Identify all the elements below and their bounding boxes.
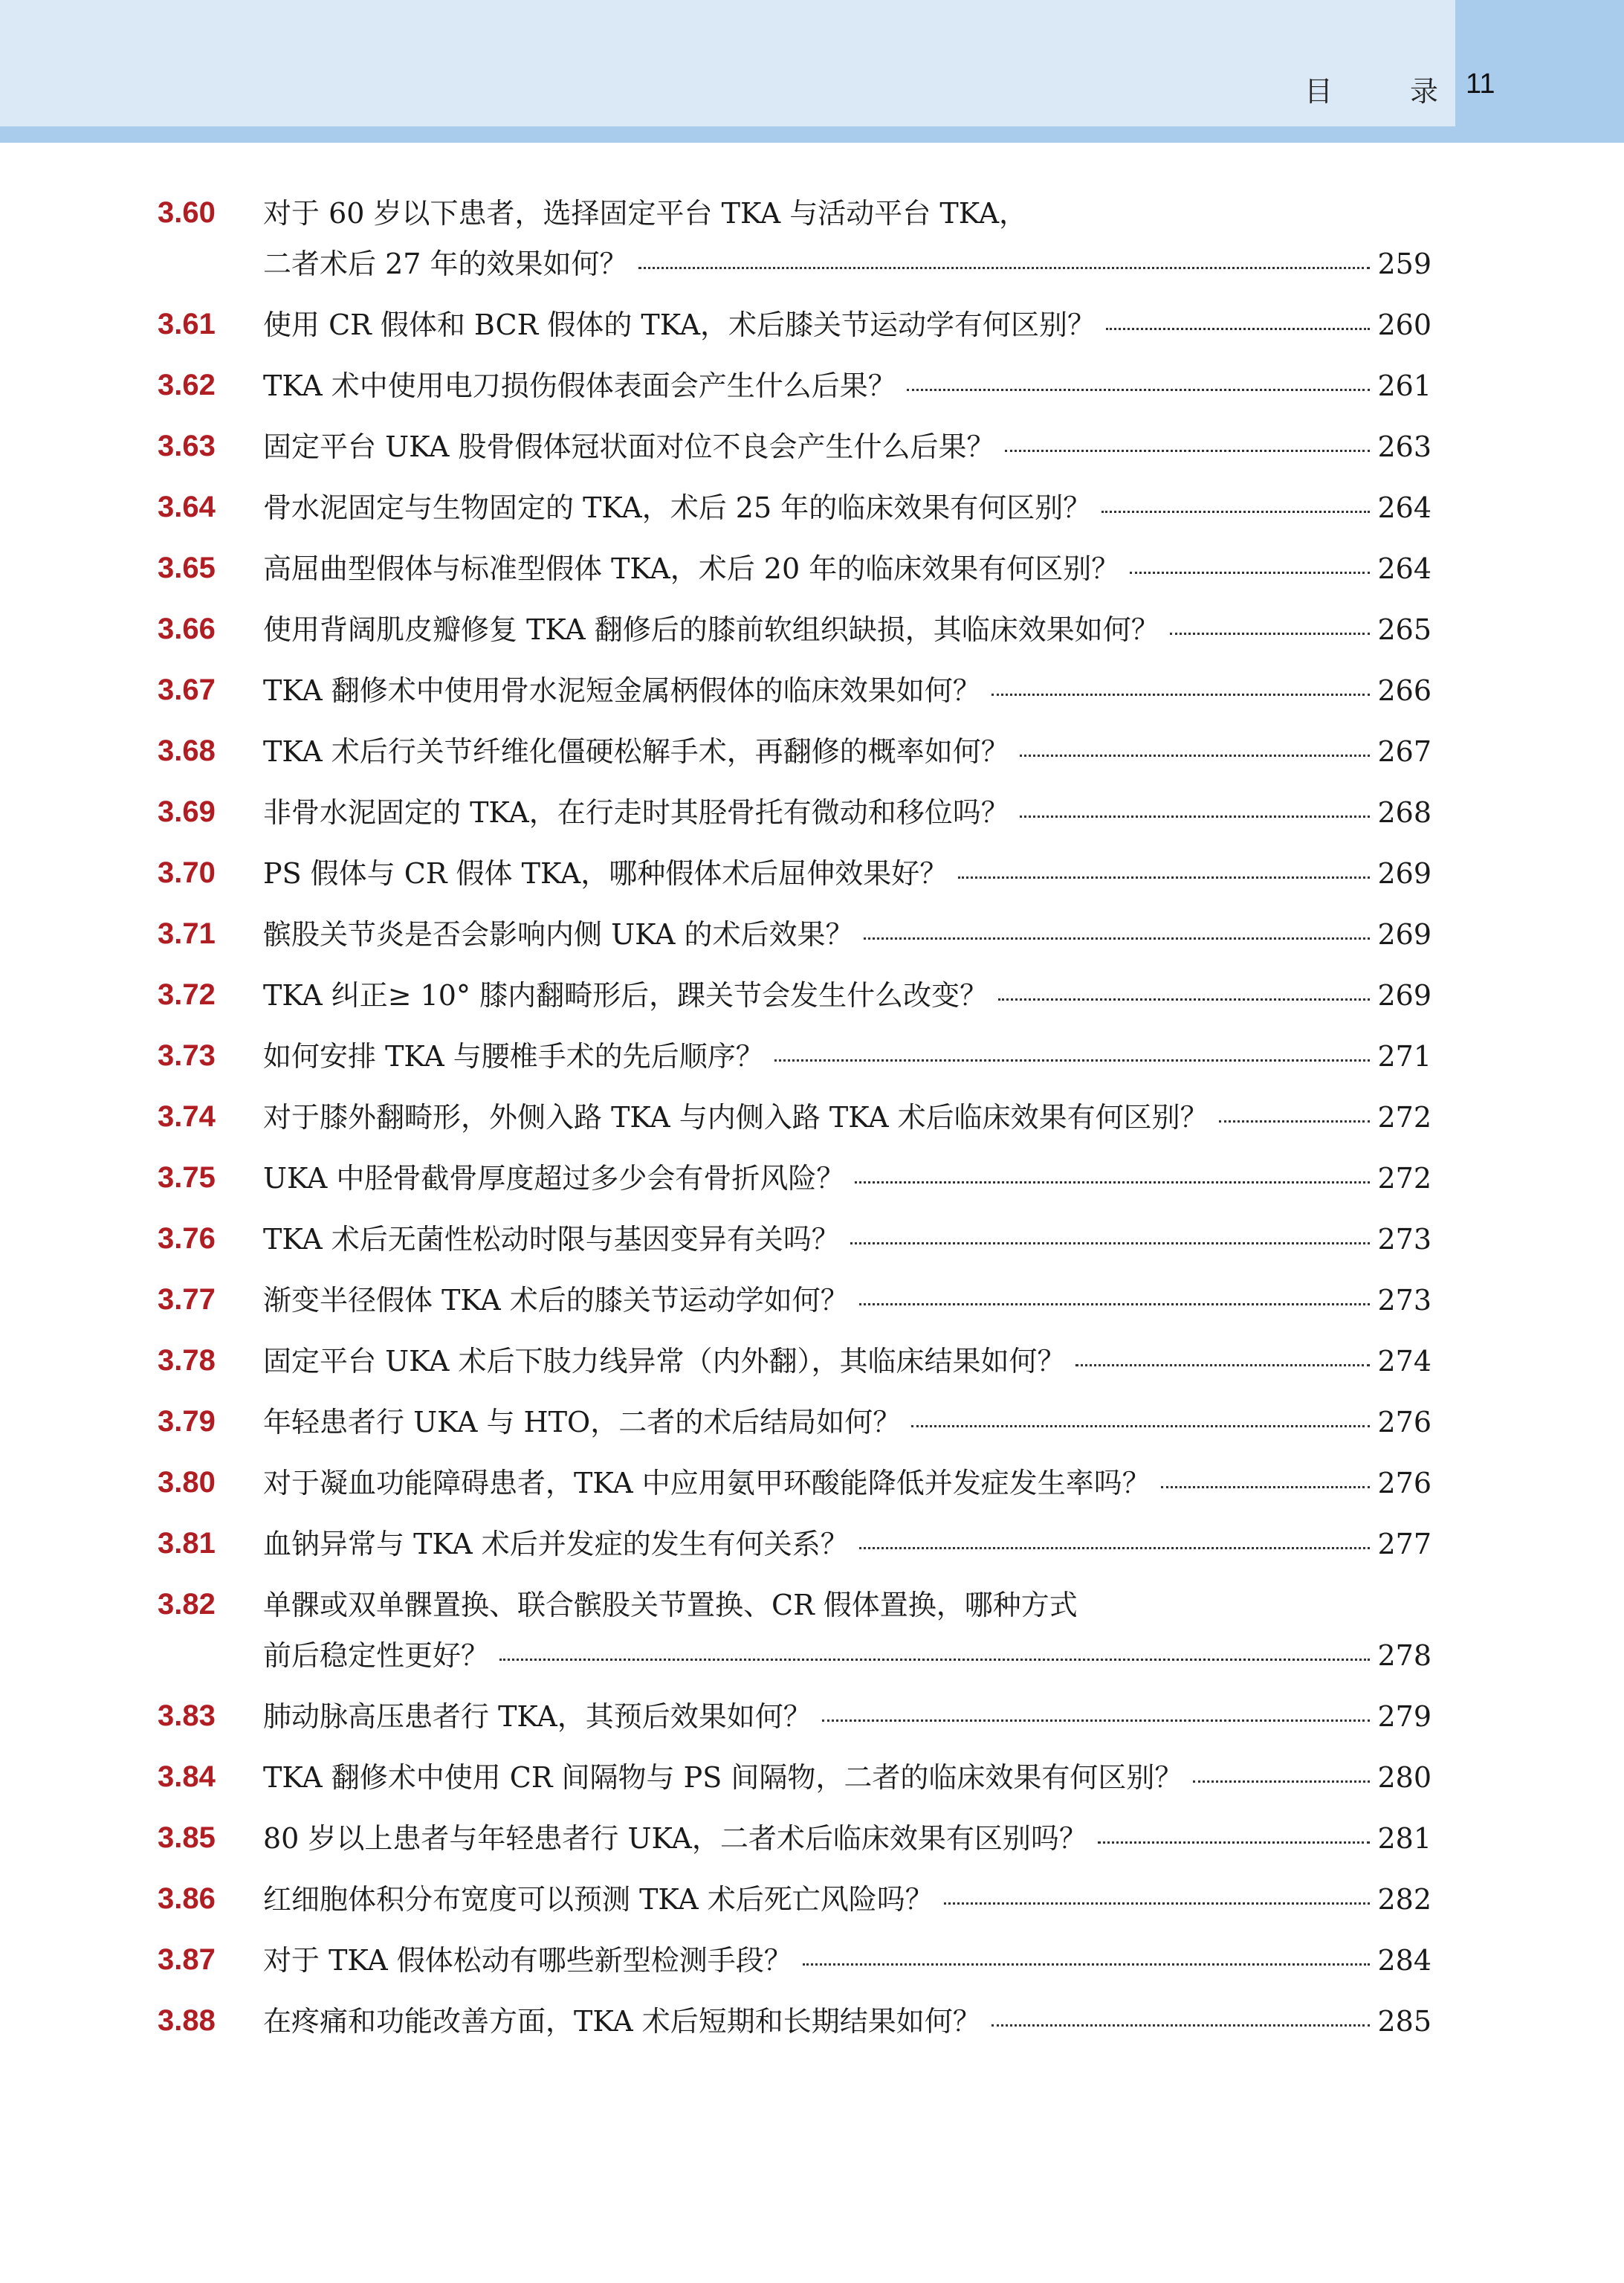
dot-leader: [1219, 1120, 1371, 1123]
toc-entry-line: [263, 733, 1431, 784]
toc-entry-body: [263, 1881, 1431, 1931]
toc-entry-body: [263, 611, 1431, 662]
toc-entry-page: 278: [1377, 1639, 1431, 1672]
toc-entry[interactable]: [0, 1820, 1624, 1881]
toc-entry-body: [263, 1099, 1431, 1149]
running-title-right: 录: [1409, 75, 1438, 108]
toc-entry[interactable]: [0, 550, 1624, 611]
toc-entry-number: 3.85: [158, 1821, 216, 1854]
toc-entry-line: [263, 855, 1431, 905]
toc-entry-page: 263: [1377, 430, 1431, 463]
toc-entry[interactable]: [0, 306, 1624, 367]
dot-leader: [991, 694, 1371, 696]
toc-entry[interactable]: [0, 1343, 1624, 1404]
toc-entry-page: 269: [1377, 857, 1431, 890]
toc-entry[interactable]: [0, 1465, 1624, 1525]
toc-entry-body: [263, 1282, 1431, 1332]
toc-entry[interactable]: [0, 428, 1624, 489]
toc-entry-number: 3.60: [158, 196, 216, 229]
toc-entry-page: 274: [1377, 1345, 1431, 1378]
toc-entry-title: TKA 术中使用电刀损伤假体表面会产生什么后果？: [263, 369, 896, 402]
toc-entry-page: 265: [1377, 613, 1431, 646]
toc-entry-line: [263, 1282, 1431, 1332]
toc-entry-title: 80 岁以上患者与年轻患者行 UKA，二者术后临床效果有区别吗？: [263, 1822, 1087, 1855]
dot-leader: [1101, 511, 1370, 513]
toc-entry-number: 3.86: [158, 1882, 216, 1915]
toc-entry[interactable]: [0, 2003, 1624, 2064]
toc-entry-title: TKA 术后无菌性松动时限与基因变异有关吗？: [263, 1223, 840, 1256]
header-rule: [0, 126, 1624, 143]
toc-entry-line: [263, 1404, 1431, 1454]
dot-leader: [638, 267, 1371, 269]
dot-leader: [1106, 328, 1370, 330]
dot-leader: [1130, 572, 1370, 574]
toc-entry-number: 3.87: [158, 1943, 216, 1976]
toc-entry-page: 282: [1377, 1883, 1431, 1916]
toc-entry[interactable]: [0, 855, 1624, 916]
page-number: 11: [1466, 68, 1495, 100]
toc-entry-body: [263, 428, 1431, 479]
toc-entry-number: 3.83: [158, 1699, 216, 1732]
toc-entry-line: [263, 1637, 1431, 1688]
toc-entry-line: [263, 1759, 1431, 1809]
toc-entry-body: [263, 855, 1431, 905]
toc-entry-page: 264: [1377, 552, 1431, 585]
toc-entry-number: 3.69: [158, 795, 216, 828]
toc-entry-title: 骨水泥固定与生物固定的 TKA，术后 25 年的临床效果有何区别？: [263, 491, 1092, 524]
toc-entry-body: [263, 306, 1431, 357]
toc-entry-body: [263, 1942, 1431, 1992]
dot-leader: [774, 1059, 1371, 1062]
toc-entry[interactable]: [0, 1942, 1624, 2003]
toc-entry[interactable]: [0, 1881, 1624, 1942]
toc-entry-body: [263, 1759, 1431, 1809]
toc-entry-line: [263, 1525, 1431, 1576]
toc-entry-page: 276: [1377, 1406, 1431, 1438]
toc-entry-line: [263, 1586, 1431, 1637]
toc-entry-line: [263, 1099, 1431, 1149]
dot-leader: [1193, 1780, 1370, 1783]
toc-entry-title: TKA 翻修术中使用骨水泥短金属柄假体的临床效果如何？: [263, 674, 981, 707]
dot-leader: [911, 1425, 1370, 1427]
toc-entry-number: 3.74: [158, 1100, 216, 1133]
toc-entry-line: [263, 428, 1431, 479]
toc-entry-number: 3.72: [158, 978, 216, 1011]
toc-entry-line: [263, 1221, 1431, 1271]
toc-entry-page: 281: [1377, 1822, 1431, 1855]
toc-entry-title: TKA 纠正≥ 10° 膝内翻畸形后，踝关节会发生什么改变？: [263, 979, 989, 1012]
toc-entry-title: 固定平台 UKA 术后下肢力线异常（内外翻），其临床结果如何？: [263, 1345, 1066, 1378]
toc-entry-title: 对于膝外翻畸形，外侧入路 TKA 与内侧入路 TKA 术后临床效果有何区别？: [263, 1101, 1209, 1134]
dot-leader: [1020, 755, 1371, 757]
toc-entry-line: [263, 794, 1431, 845]
toc-entry-page: 267: [1377, 735, 1431, 768]
dot-leader: [855, 1181, 1370, 1184]
toc-entry[interactable]: [0, 1404, 1624, 1465]
toc-entry[interactable]: [0, 794, 1624, 855]
dot-leader: [1075, 1364, 1370, 1366]
toc-entry-title: 在疼痛和功能改善方面，TKA 术后短期和长期结果如何？: [263, 2005, 981, 2038]
dot-leader: [850, 1242, 1371, 1244]
toc-entry-title: TKA 术后行关节纤维化僵硬松解手术，再翻修的概率如何？: [263, 735, 1009, 768]
toc-entry-title: 对于凝血功能障碍患者，TKA 中应用氨甲环酸能降低并发症发生率吗？: [263, 1467, 1151, 1499]
toc-entry-line: [263, 306, 1431, 357]
toc-entry-line: [263, 195, 1431, 245]
dot-leader: [1161, 1486, 1371, 1488]
toc-entry-title: 二者术后 27 年的效果如何？: [263, 248, 628, 280]
toc-entry-title: 前后稳定性更好？: [263, 1639, 490, 1672]
toc-entry-title: 对于 TKA 假体松动有哪些新型检测手段？: [263, 1944, 792, 1977]
toc-entry-body: [263, 1343, 1431, 1393]
toc-entry-body: [263, 550, 1431, 601]
toc-entry-body: [263, 195, 1431, 296]
toc-entry-line: [263, 1820, 1431, 1870]
toc-entry-page: 284: [1377, 1944, 1431, 1977]
toc-entry-page: 269: [1377, 979, 1431, 1012]
toc-entry[interactable]: [0, 1160, 1624, 1221]
toc-entry-line: [263, 611, 1431, 662]
dot-leader: [944, 1902, 1371, 1905]
dot-leader: [1020, 816, 1371, 818]
toc-entry-number: 3.67: [158, 674, 216, 706]
toc-entry-body: [263, 1038, 1431, 1088]
toc-entry-line: [263, 245, 1431, 296]
toc-entry-title: 髌股关节炎是否会影响内侧 UKA 的术后效果？: [263, 918, 854, 951]
toc-entry-line: [263, 367, 1431, 418]
toc-entry-number: 3.68: [158, 734, 216, 767]
running-title-left: 目: [1304, 75, 1333, 108]
toc-entry-number: 3.82: [158, 1588, 216, 1621]
toc-entry-body: [263, 1160, 1431, 1210]
toc-entry[interactable]: [0, 367, 1624, 428]
dot-leader: [859, 1303, 1371, 1305]
toc-entry-body: [263, 1404, 1431, 1454]
toc-entry-number: 3.71: [158, 917, 216, 950]
toc-entry-line: [263, 1465, 1431, 1515]
toc-entry[interactable]: [0, 672, 1624, 733]
toc-entry-page: 266: [1377, 674, 1431, 707]
toc-entry-number: 3.80: [158, 1466, 216, 1499]
toc-entry-page: 285: [1377, 2005, 1431, 2038]
dot-leader: [859, 1547, 1371, 1549]
toc-entry[interactable]: [0, 195, 1624, 306]
toc-entry[interactable]: [0, 1221, 1624, 1282]
toc-entry-line: [263, 672, 1431, 723]
toc-entry-number: 3.75: [158, 1161, 216, 1194]
toc-entry-page: 269: [1377, 918, 1431, 951]
toc-entry[interactable]: [0, 611, 1624, 672]
toc-entry-body: [263, 1698, 1431, 1748]
toc-entry-title: 血钠异常与 TKA 术后并发症的发生有何关系？: [263, 1528, 849, 1560]
toc-entry-number: 3.70: [158, 856, 216, 889]
toc-entry[interactable]: [0, 1282, 1624, 1343]
toc-entry-body: [263, 1221, 1431, 1271]
dot-leader: [822, 1719, 1371, 1722]
toc-entry-title: 使用 CR 假体和 BCR 假体的 TKA，术后膝关节运动学有何区别？: [263, 309, 1096, 341]
toc-entry-page: 276: [1377, 1467, 1431, 1499]
toc-entry-line: [263, 977, 1431, 1027]
toc-entry-number: 3.78: [158, 1344, 216, 1377]
toc-entry-title: 使用背阔肌皮瓣修复 TKA 翻修后的膝前软组织缺损，其临床效果如何？: [263, 613, 1159, 646]
toc-entry-page: 280: [1377, 1761, 1431, 1794]
dot-leader: [803, 1963, 1371, 1966]
toc-entry[interactable]: [0, 1698, 1624, 1759]
toc-entry-title: 非骨水泥固定的 TKA，在行走时其胫骨托有微动和移位吗？: [263, 796, 1009, 829]
toc-entry-number: 3.65: [158, 552, 216, 584]
toc-entry-page: 272: [1377, 1101, 1431, 1134]
toc-entry-line: [263, 916, 1431, 966]
table-of-contents: [0, 195, 1624, 2064]
toc-entry-number: 3.61: [158, 308, 216, 340]
dot-leader: [864, 937, 1370, 940]
toc-entry-line: [263, 1343, 1431, 1393]
toc-entry-body: [263, 1465, 1431, 1515]
dot-leader: [1098, 1841, 1371, 1844]
toc-entry-page: 271: [1377, 1040, 1431, 1073]
toc-entry-title: PS 假体与 CR 假体 TKA，哪种假体术后屈伸效果好？: [263, 857, 948, 890]
toc-entry-page: 264: [1377, 491, 1431, 524]
toc-entry-title: 如何安排 TKA 与腰椎手术的先后顺序？: [263, 1040, 764, 1073]
toc-entry-body: [263, 1525, 1431, 1576]
toc-entry-line: [263, 550, 1431, 601]
toc-entry-body: [263, 2003, 1431, 2053]
toc-entry-line: [263, 1038, 1431, 1088]
dot-leader: [958, 876, 1370, 879]
dot-leader: [499, 1659, 1370, 1661]
toc-entry[interactable]: [0, 1586, 1624, 1698]
toc-entry[interactable]: [0, 1525, 1624, 1586]
toc-entry-title: 年轻患者行 UKA 与 HTO，二者的术后结局如何？: [263, 1406, 902, 1438]
toc-entry-number: 3.62: [158, 369, 216, 401]
dot-leader: [907, 389, 1371, 391]
toc-entry-page: 261: [1377, 369, 1431, 402]
toc-entry-body: [263, 977, 1431, 1027]
toc-entry-title: 肺动脉高压患者行 TKA，其预后效果如何？: [263, 1700, 812, 1733]
toc-entry-body: [263, 489, 1431, 540]
toc-entry-line: [263, 1942, 1431, 1992]
toc-entry-number: 3.84: [158, 1760, 216, 1793]
toc-entry-body: [263, 1586, 1431, 1688]
toc-entry-page: 272: [1377, 1162, 1431, 1195]
toc-entry-body: [263, 794, 1431, 845]
toc-entry-page: 260: [1377, 309, 1431, 341]
toc-entry-line: [263, 1698, 1431, 1748]
toc-entry-title: TKA 翻修术中使用 CR 间隔物与 PS 间隔物，二者的临床效果有何区别？: [263, 1761, 1183, 1794]
toc-entry[interactable]: [0, 733, 1624, 794]
toc-entry-page: 273: [1377, 1223, 1431, 1256]
toc-entry-page: 273: [1377, 1284, 1431, 1317]
toc-entry-title: 固定平台 UKA 股骨假体冠状面对位不良会产生什么后果？: [263, 430, 995, 463]
toc-entry-title: 渐变半径假体 TKA 术后的膝关节运动学如何？: [263, 1284, 849, 1317]
page-header: [0, 0, 1624, 143]
toc-entry-title: 高屈曲型假体与标准型假体 TKA，术后 20 年的临床效果有何区别？: [263, 552, 1120, 585]
toc-entry-page: 268: [1377, 796, 1431, 829]
dot-leader: [1170, 633, 1371, 635]
toc-entry-number: 3.81: [158, 1527, 216, 1560]
toc-entry-number: 3.73: [158, 1039, 216, 1072]
toc-entry-page: 277: [1377, 1528, 1431, 1560]
toc-entry-body: [263, 916, 1431, 966]
toc-entry[interactable]: [0, 1099, 1624, 1160]
toc-entry-page: 259: [1377, 248, 1431, 280]
toc-entry-number: 3.63: [158, 430, 216, 462]
dot-leader: [991, 2024, 1371, 2027]
toc-entry-number: 3.88: [158, 2004, 216, 2037]
toc-entry[interactable]: [0, 489, 1624, 550]
toc-entry-title: UKA 中胫骨截骨厚度超过多少会有骨折风险？: [263, 1162, 845, 1195]
toc-entry-body: [263, 367, 1431, 418]
toc-entry-title: 对于 60 岁以下患者，选择固定平台 TKA 与活动平台 TKA，: [263, 197, 1028, 230]
dot-leader: [1005, 450, 1370, 452]
toc-entry-line: [263, 489, 1431, 540]
toc-entry-body: [263, 733, 1431, 784]
toc-entry-number: 3.66: [158, 613, 216, 645]
toc-entry-number: 3.64: [158, 491, 216, 523]
toc-entry-number: 3.79: [158, 1405, 216, 1438]
toc-entry-number: 3.76: [158, 1222, 216, 1255]
header-band: [0, 0, 1455, 126]
toc-entry-page: 279: [1377, 1700, 1431, 1733]
toc-entry-line: [263, 1160, 1431, 1210]
toc-entry[interactable]: [0, 1038, 1624, 1099]
toc-entry-line: [263, 1881, 1431, 1931]
dot-leader: [998, 998, 1370, 1001]
toc-entry-body: [263, 1820, 1431, 1870]
toc-entry-body: [263, 672, 1431, 723]
toc-entry[interactable]: [0, 1759, 1624, 1820]
toc-entry-line: [263, 2003, 1431, 2053]
toc-entry-title: 单髁或双单髁置换、联合髌股关节置换、CR 假体置换，哪种方式: [263, 1589, 1078, 1621]
toc-entry-number: 3.77: [158, 1283, 216, 1316]
running-title: [1304, 68, 1438, 106]
toc-entry[interactable]: [0, 916, 1624, 977]
toc-entry-title: 红细胞体积分布宽度可以预测 TKA 术后死亡风险吗？: [263, 1883, 934, 1916]
toc-entry[interactable]: [0, 977, 1624, 1038]
